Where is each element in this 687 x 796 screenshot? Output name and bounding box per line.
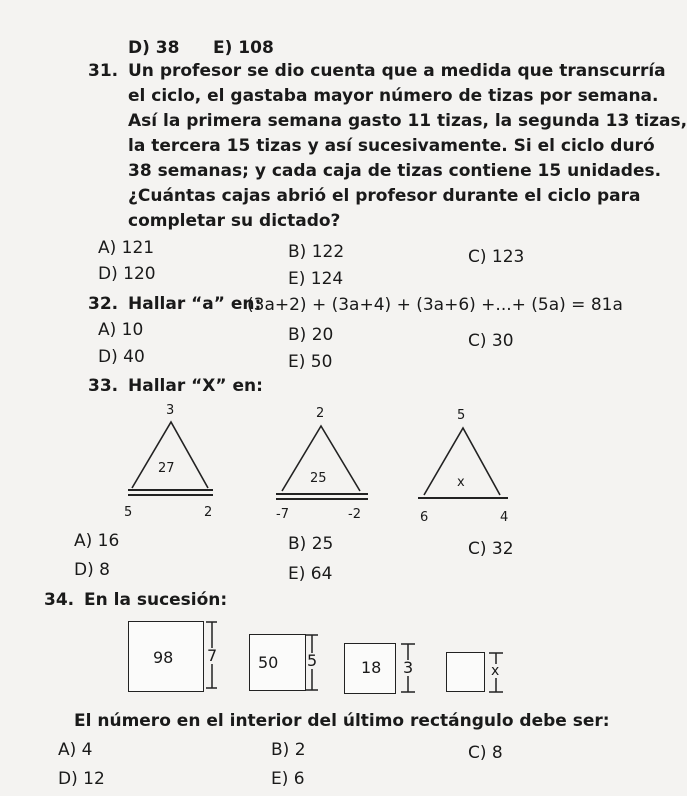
q34-option-c: C) 8 bbox=[468, 743, 503, 763]
fig1-right: 2 bbox=[204, 505, 213, 520]
q32-number: 32. bbox=[88, 294, 119, 314]
q31-option-b: B) 122 bbox=[288, 242, 345, 262]
fig3-center: x bbox=[457, 475, 465, 490]
fig3-left: 6 bbox=[420, 510, 429, 525]
fig1-left: 5 bbox=[124, 505, 133, 520]
q33-number: 33. bbox=[88, 376, 119, 396]
fig2-left: -7 bbox=[276, 507, 289, 522]
q34-option-e: E) 6 bbox=[271, 769, 305, 789]
q32-option-d: D) 40 bbox=[98, 347, 145, 367]
q31-line-7: completar su dictado? bbox=[128, 211, 341, 231]
q31-line-6: ¿Cuántas cajas abrió el profesor durante el ciclo para bbox=[128, 186, 641, 206]
q33-option-a: A) 16 bbox=[74, 531, 120, 551]
q32-option-c: C) 30 bbox=[468, 331, 514, 351]
q31-option-d: D) 120 bbox=[98, 264, 156, 284]
q34-option-d: D) 12 bbox=[58, 769, 105, 789]
fig3-right: 4 bbox=[500, 510, 509, 525]
fig3-top: 5 bbox=[457, 408, 466, 423]
q34-number: 34. bbox=[44, 590, 75, 610]
sequence-side-4: x bbox=[491, 663, 500, 679]
q33-text: Hallar “X” en: bbox=[128, 376, 263, 396]
fig2-right: -2 bbox=[348, 507, 361, 522]
q31-line-2: el ciclo, el gastaba mayor número de tizas por semana. bbox=[128, 86, 659, 106]
sequence-side-3: 3 bbox=[403, 658, 414, 677]
q33-option-c: C) 32 bbox=[468, 539, 514, 559]
q34-question: El número en el interior del último rectángulo debe ser: bbox=[74, 711, 610, 731]
sequence-side-2: 5 bbox=[307, 651, 318, 670]
q34-option-a: A) 4 bbox=[58, 740, 93, 760]
q30-option-e: E) 108 bbox=[213, 38, 274, 58]
q31-option-a: A) 121 bbox=[98, 238, 155, 258]
sequence-box-1-value: 98 bbox=[153, 648, 174, 667]
q32-option-b: B) 20 bbox=[288, 325, 334, 345]
q32-equation: (3a+2) + (3a+4) + (3a+6) +...+ (5a) = 81a bbox=[247, 295, 623, 315]
q30-option-d: D) 38 bbox=[128, 38, 180, 58]
q33-option-b: B) 25 bbox=[288, 534, 334, 554]
q31-option-c: C) 123 bbox=[468, 247, 525, 267]
fig2-center: 25 bbox=[310, 471, 327, 486]
q33-option-d: D) 8 bbox=[74, 560, 110, 580]
q32-option-a: A) 10 bbox=[98, 320, 144, 340]
sequence-box-2-value: 50 bbox=[258, 653, 279, 672]
q31-line-4: la tercera 15 tizas y así sucesivamente. Si el ciclo duró bbox=[128, 136, 655, 156]
sequence-box-3-value: 18 bbox=[361, 658, 382, 677]
q32-option-e: E) 50 bbox=[288, 352, 333, 372]
q32-text: Hallar “a” en: bbox=[128, 294, 262, 314]
q31-line-1: Un profesor se dio cuenta que a medida que transcurría bbox=[128, 61, 666, 81]
q31-line-5: 38 semanas; y cada caja de tizas contiene 15 unidades. bbox=[128, 161, 662, 181]
q31-line-3: Así la primera semana gasto 11 tizas, la segunda 13 tizas, bbox=[128, 111, 687, 131]
q31-number: 31. bbox=[88, 61, 119, 81]
fig2-top: 2 bbox=[316, 406, 325, 421]
fig1-center: 27 bbox=[158, 461, 175, 476]
fig1-top: 3 bbox=[166, 403, 175, 418]
q34-option-b: B) 2 bbox=[271, 740, 306, 760]
q34-text: En la sucesión: bbox=[84, 590, 228, 610]
sequence-side-1: 7 bbox=[207, 646, 218, 665]
q31-option-e: E) 124 bbox=[288, 269, 344, 289]
q33-option-e: E) 64 bbox=[288, 564, 333, 584]
